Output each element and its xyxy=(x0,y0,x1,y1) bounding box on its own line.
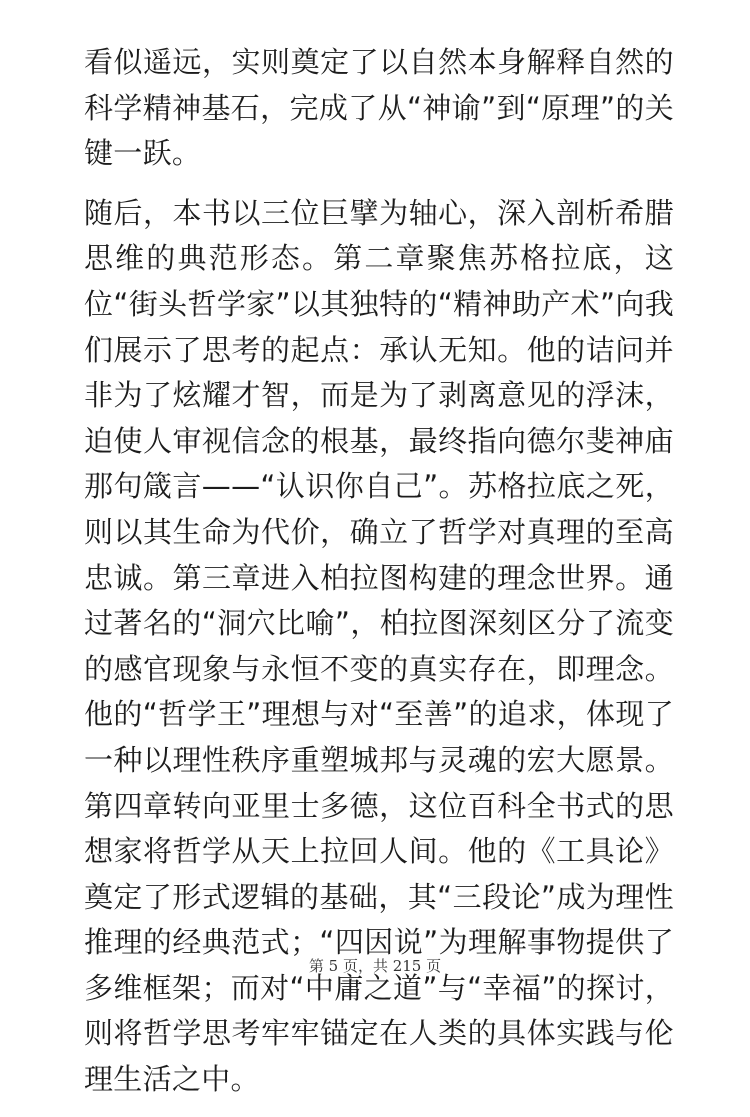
paragraph-2: 随后，本书以三位巨擘为轴心，深入剖析希腊思维的典范形态。第二章聚焦苏格拉底，这位“街头哲学家”以其独特的“精神助产术”向我们展示了思考的起点：承认无知。他的诘问并非为了炫耀才智，而是为了剥离意见的浮沫，迫使人审视信念的根基，最终指向德尔斐神庙那句箴言——“认识你自己”。苏格拉底之死，则以其生命为代价，确立了哲学对真理的至高忠诚。第三章进入柏拉图构建的理念世界。通过著名的“洞穴比喻”，柏拉图深刻区分了流变的感官现象与永恒不变的真实存在，即理念。他的“哲学王”理想与对“至善”的追求，体现了一种以理性秩序重塑城邦与灵魂的宏大愿景。第四章转向亚里士多德，这位百科全书式的思想家将哲学从天上拉回人间。他的《工具论》奠定了形式逻辑的基础，其“三段论”成为理性推理的经典范式；“四因说”为理解事物提供了多维框架；而对“中庸之道”与“幸福”的探讨，则将哲学思考牢牢锚定在人类的具体实践与伦理生活之中。 xyxy=(84,195,674,1097)
paragraph-1: 看似遥远，实则奠定了以自然本身解释自然的科学精神基石，完成了从“神谕”到“原理”的关键一跃。 xyxy=(84,45,674,171)
page-number-footer: 第 5 页，共 215 页 xyxy=(308,957,442,975)
